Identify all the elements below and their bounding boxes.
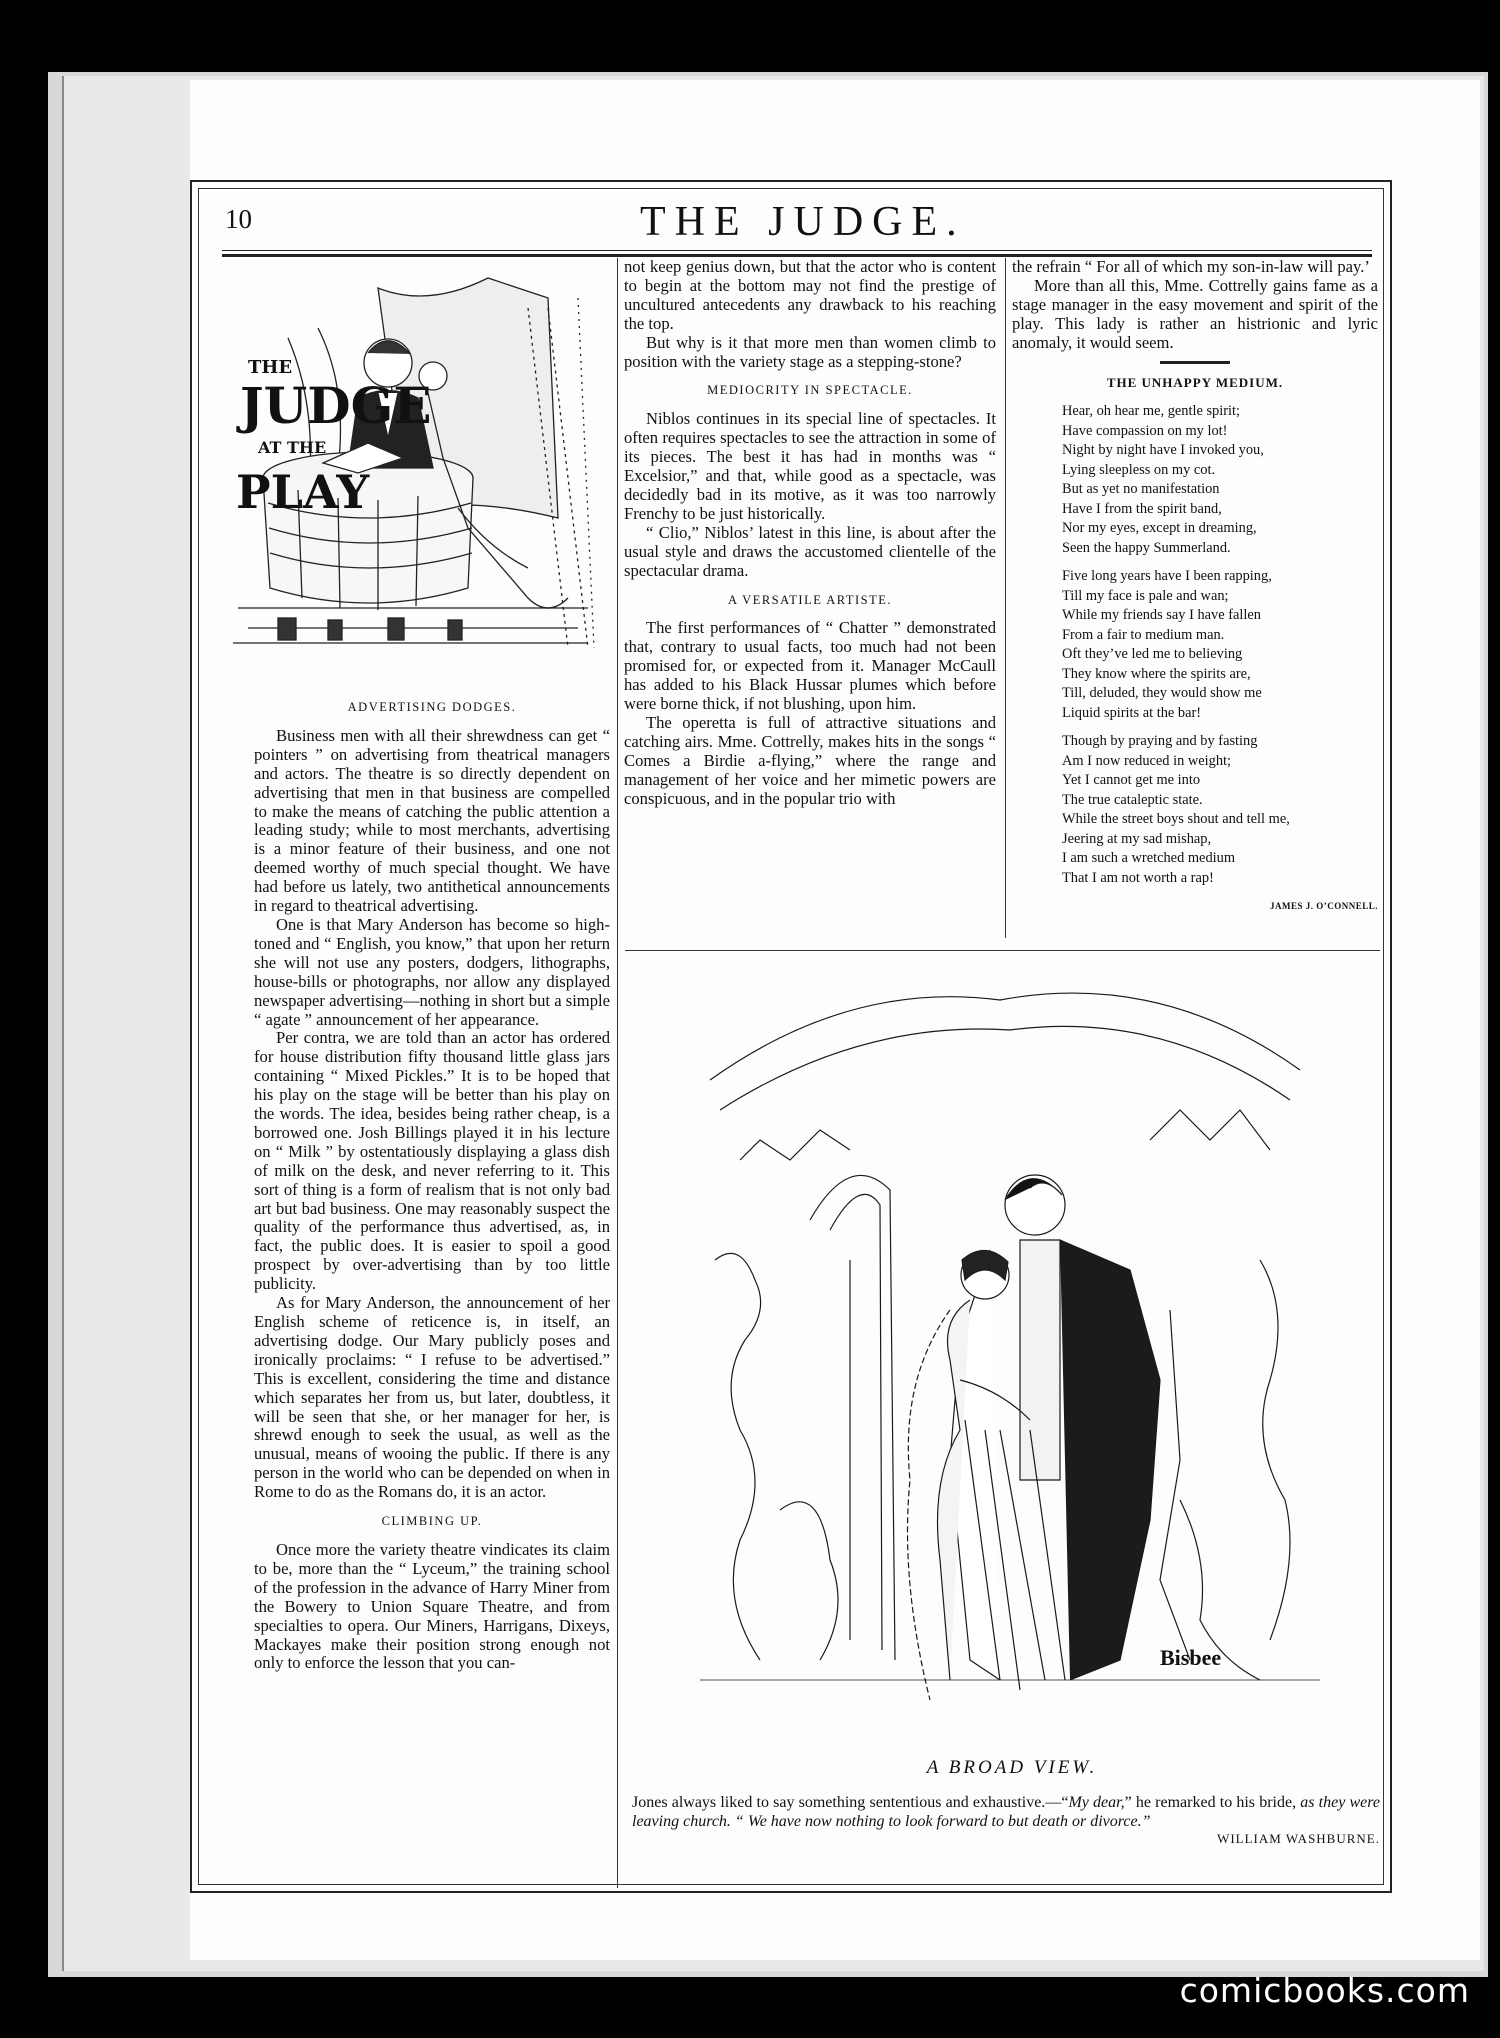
article-paragraph: the refrain “ For all of which my son-in-law will pay.’ bbox=[1012, 257, 1370, 276]
poem-stanza bbox=[1012, 732, 1378, 888]
poem-signature: JAMES J. O’CONNELL. bbox=[1269, 901, 1378, 912]
climbing-up-heading: CLIMBING UP. bbox=[381, 1514, 483, 1529]
poem-body bbox=[1012, 402, 1378, 888]
poem-line: From a fair to medium man. bbox=[1062, 626, 1225, 643]
poem-line: Nor my eyes, except in dreaming, bbox=[1062, 520, 1257, 537]
poem-line: That I am not worth a rap! bbox=[1062, 869, 1214, 886]
article-paragraph: “ Clio,” Niblos’ latest in this line, is about after the usual style and draws the accustomed clientelle of the spectacular drama. bbox=[624, 522, 996, 580]
poem-line: Five long years have I been rapping, bbox=[1062, 568, 1272, 585]
poem-line: Liquid spirits at the bar! bbox=[1062, 704, 1202, 721]
poem-line: Yet I cannot get me into bbox=[1062, 772, 1201, 789]
poem-stanza bbox=[1012, 402, 1378, 558]
poem-line: Have I from the spirit band, bbox=[1062, 500, 1222, 517]
advertising-dodges-heading: ADVERTISING DODGES. bbox=[347, 700, 517, 714]
poem-divider bbox=[1160, 361, 1230, 364]
svg-text:THE: THE bbox=[248, 357, 293, 378]
poem-line: While the street boys shout and tell me, bbox=[1062, 811, 1290, 828]
page-number: 10 bbox=[225, 204, 252, 234]
judge-at-the-play-illustration bbox=[228, 268, 596, 668]
poem-line: Lying sleepless on my cot. bbox=[1062, 461, 1216, 478]
poem-line: Jeering at my sad mishap, bbox=[1062, 830, 1212, 847]
caption-lead: Jones always liked to say something sententious and exhaustive.—“ bbox=[632, 1794, 1069, 1811]
article-paragraph: Niblos continues in its special line of spectacles. It often requires spectacles to see the attraction in some of its pieces. The best it has had in months was “ Excelsior,” and that, while good as a spectacle, was decidedly bad in its motive, as it was too narrowly Frenchy to be just historically. bbox=[624, 409, 996, 523]
caption-mid: ” he remarked to his bride, bbox=[1124, 1794, 1297, 1811]
cartoon-caption bbox=[632, 1793, 1380, 1831]
masthead-title: THE JUDGE. bbox=[640, 199, 966, 245]
cartoon-signature: WILLIAM WASHBURNE. bbox=[1217, 1831, 1380, 1846]
broad-view-cartoon bbox=[700, 960, 1320, 1740]
svg-text:JUDGE: JUDGE bbox=[240, 376, 432, 435]
article-paragraph: One is that Mary Anderson has become so high-toned and “ English, you know,” that upon her return she will not use any posters, dodgers, lithographs, house-bills or photographs, nor allow any displayed newspaper advertising—nothing in short but a simple “ agate ” announcement of her appearance. bbox=[254, 914, 610, 1029]
article-paragraph: The first performances of “ Chatter ” demonstrated that, contrary to usual facts, too much had not been promised for, or expected from it. Manager McCaull has added to his Black Hussar plumes which before were borne thick, if not blushing, upon him. bbox=[624, 618, 996, 714]
poem-line: While my friends say I have fallen bbox=[1062, 607, 1261, 624]
poem-line: Have compassion on my lot! bbox=[1062, 422, 1228, 439]
article-paragraph: Once more the variety theatre vindicates its claim to be, more than the “ Lyceum,” the training school of the profession in the advance of Harry Miner from the Bowery to Union Square Theatre, and from specialties to opera. Our Miners, Harrigans, Dixeys, Mackayes make their position strong enough not only to enforce the lesson that you can- bbox=[254, 1539, 610, 1673]
article-paragraph: But why is it that more men than women climb to position with the variety stage as a stepping-stone? bbox=[624, 332, 996, 371]
article-paragraph: As for Mary Anderson, the announcement of her English scheme of reticence is, in itself, an advertising dodge. Our Mary publicly poses and ironically proclaims: “ I refuse to be advertised.” This is excellent, considering the time and distance which separates her from us, but later, doubtless, it will be seen that she, or her manager for her, is shrewd enough to seek the usual, as well as the unusual, means of wooing the public. If there is any person in the world who can be depended on when in Rome to do as the Romans do, it is an actor. bbox=[254, 1293, 610, 1502]
article-paragraph: not keep genius down, but that the actor who is content to begin at the bottom may not find the prestige of uncultured antecedents any drawback to his reaching the top. bbox=[624, 257, 996, 333]
versatile-artiste-heading: A VERSATILE ARTISTE. bbox=[727, 592, 893, 607]
poem-line: They know where the spirits are, bbox=[1062, 665, 1251, 682]
poem-line: The true cataleptic state. bbox=[1062, 791, 1203, 808]
poem-line: Till, deluded, they would show me bbox=[1062, 685, 1262, 702]
poem-line: But as yet no manifestation bbox=[1062, 481, 1220, 498]
column-divider-1 bbox=[617, 258, 618, 1888]
svg-text:PLAY: PLAY bbox=[236, 465, 370, 519]
poem-line: Am I now reduced in weight; bbox=[1062, 752, 1232, 769]
poem-line: Hear, oh hear me, gentle spirit; bbox=[1062, 403, 1241, 420]
svg-text:AT THE: AT THE bbox=[258, 438, 327, 457]
poem-line: I am such a wretched medium bbox=[1062, 850, 1236, 867]
column-divider-2 bbox=[1005, 258, 1006, 938]
watermark: comicbooks.com bbox=[1179, 1971, 1470, 2010]
column-2 bbox=[624, 258, 996, 808]
poem-title: THE UNHAPPY MEDIUM. bbox=[1106, 374, 1284, 390]
article-paragraph: The operetta is full of attractive situations and catching airs. Mme. Cottrelly, makes hits in the songs “ Comes a Birdie a-flying,” where the range and management of her voice and her mimetic powers are conspicuous, and in the popular trio with bbox=[624, 712, 996, 808]
poem-line: Though by praying and by fasting bbox=[1062, 733, 1258, 750]
caption-quote-2: as they were leaving church. “ We have now nothing to look forward to but death or divorce.” bbox=[632, 1794, 1381, 1830]
masthead-rule bbox=[222, 250, 1372, 251]
article-paragraph: Business men with all their shrewdness can get “ pointers ” on advertising from theatrical managers and actors. The theatre is so directly dependent on advertising that men in that business are compelled to make the means of catching the public attention a leading study; while to most merchants, advertising is a minor feature of their business, and one not deemed worthy of much special thought. We have had before us lately, two antithetical announcements in regard to theatrical advertising. bbox=[254, 725, 610, 916]
article-paragraph: More than all this, Mme. Cottrelly gains fame as a stage manager in the easy movement and spirit of the play. This lady is rather an histrionic and lyric anomaly, it would seem. bbox=[1012, 275, 1378, 352]
poem-stanza bbox=[1012, 567, 1378, 723]
poem-line: Till my face is pale and wan; bbox=[1062, 587, 1229, 604]
poem-line: Seen the happy Summerland. bbox=[1062, 539, 1231, 556]
poem-line: Night by night have I invoked you, bbox=[1062, 442, 1264, 459]
article-paragraph: Per contra, we are told than an actor has ordered for house distribution fifty thousand little glass jars containing “ Mixed Pickles.” It is to be hoped that his play on the stage will be better than his play on the words. The idea, besides being rather cheap, is a borrowed one. Josh Billings played it in his lecture on “ Milk ” by ostentatiously displaying a glass dish of milk on the desk, and never referring to it. This sort of thing is a form of realism that is not only bad art but bad business. One may reasonably suspect the quality of the performance thus advertised, as, in fact, the public does. It is easier to spoil a good prospect by over-advertising than by too little publicity. bbox=[254, 1028, 610, 1294]
caption-quote-1: My dear, bbox=[1068, 1794, 1125, 1811]
column-1 bbox=[254, 688, 610, 1673]
poem-line: Oft they’ve led me to believing bbox=[1062, 646, 1243, 663]
cartoon-title: A BROAD VIEW. bbox=[926, 1757, 1098, 1778]
artist-signature: Bisbee bbox=[1160, 1645, 1222, 1670]
column-3 bbox=[1012, 258, 1378, 916]
mediocrity-heading: MEDIOCRITY IN SPECTACLE. bbox=[707, 383, 913, 398]
cartoon-top-rule bbox=[625, 950, 1380, 951]
